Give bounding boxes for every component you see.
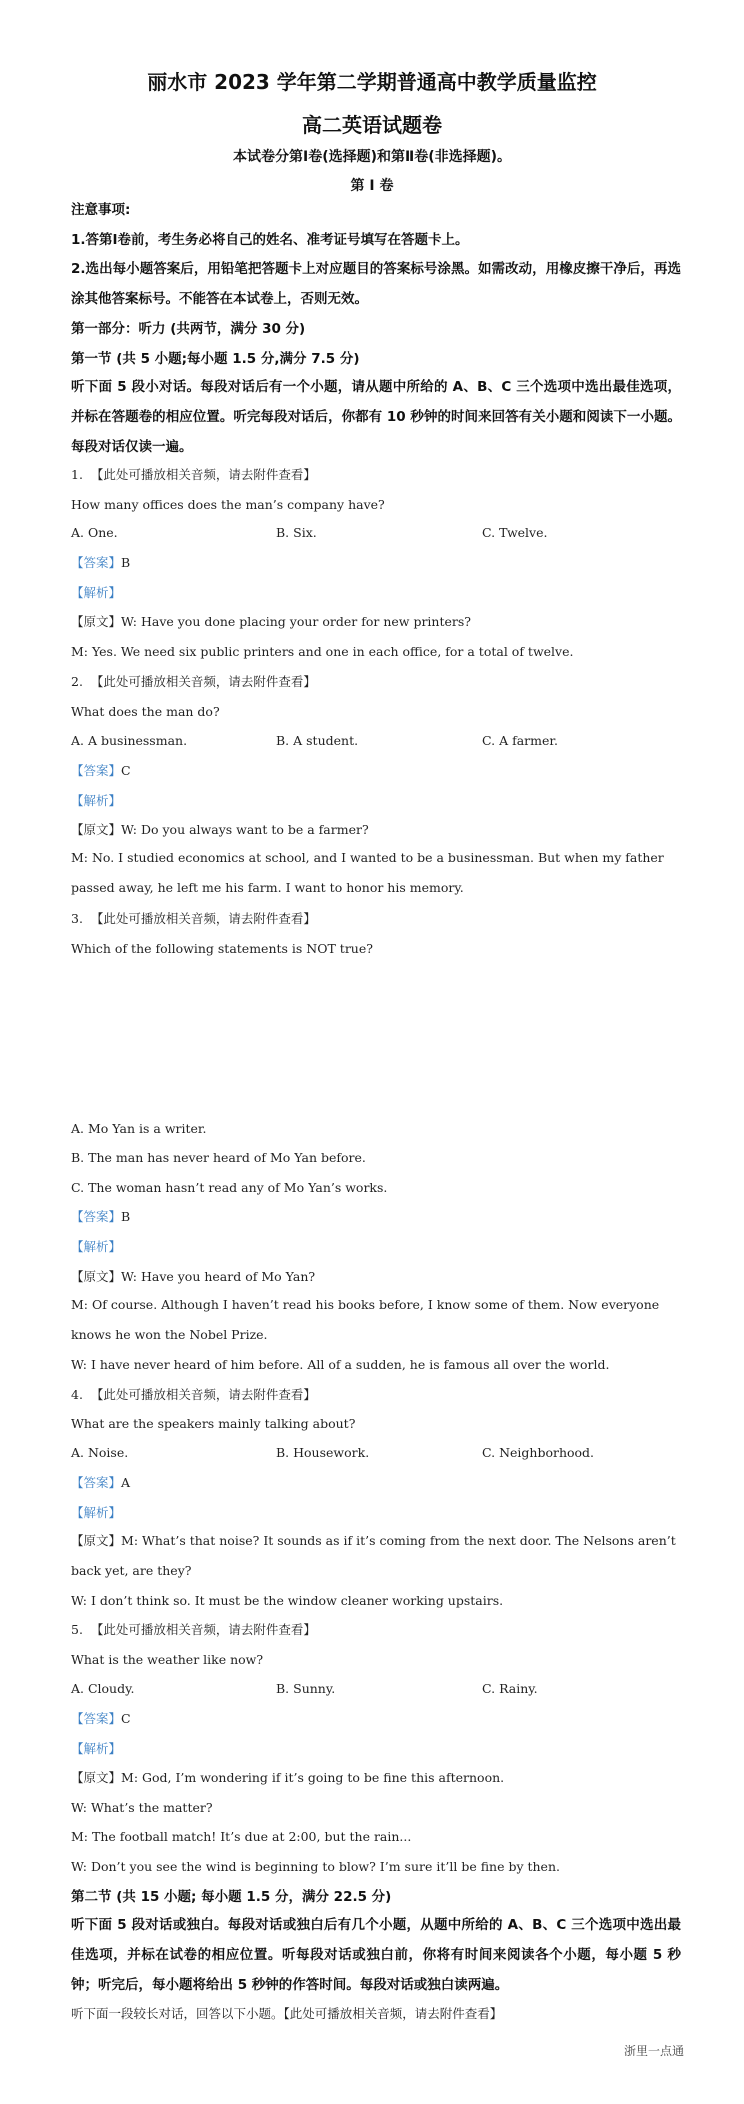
- audio-link[interactable]: 【此处可播放相关音频，请去附件查看】: [90, 911, 316, 926]
- audio-link[interactable]: 【此处可播放相关音频，请去附件查看】: [90, 1387, 316, 1402]
- question-3-option-b: B. The man has never heard of Mo Yan before.: [71, 1150, 366, 1165]
- question-2-option-c: C. A farmer.: [482, 733, 558, 748]
- note-item-1: 1.答第Ⅰ卷前，考生务必将自己的姓名、准考证号填写在答题卡上。: [71, 232, 469, 248]
- question-1-script-2: M: Yes. We need six public printers and one in each office, for a total of twelve.: [71, 644, 574, 659]
- footer-watermark: 浙里一点通: [623, 2044, 684, 2058]
- question-1-analysis: 【解析】: [71, 585, 122, 600]
- question-3-prompt: Which of the following statements is NOT true?: [71, 941, 373, 956]
- question-3-option-a: A. Mo Yan is a writer.: [71, 1121, 207, 1136]
- question-3-script-3: W: I have never heard of him before. All of a sudden, he is famous all over the world.: [71, 1357, 610, 1372]
- question-4-script-1: 【原文】M: What’s that noise? It sounds as if it’s coming from the next door. The Nelsons aren’t back yet, are they?: [71, 1533, 676, 1578]
- audio-link[interactable]: 【此处可播放相关音频，请去附件查看】: [90, 1622, 316, 1637]
- exam-composition: 本试卷分第Ⅰ卷(选择题)和第Ⅱ卷(非选择题)。: [232, 149, 512, 165]
- question-5-answer: 【答案】C: [71, 1711, 131, 1726]
- question-4-header: 4. 【此处可播放相关音频，请去附件查看】: [71, 1387, 316, 1402]
- question-3-header: 3. 【此处可播放相关音频，请去附件查看】: [71, 911, 316, 926]
- answer-label: 【答案】: [71, 555, 122, 570]
- question-5-option-a: A. Cloudy.: [71, 1681, 135, 1696]
- notes-heading: 注意事项:: [71, 202, 131, 218]
- section1-instructions: 听下面 5 段小对话。每段对话后有一个小题，请从题中所给的 A、B、C 三个选项中选出最佳选项，并标在答题卷的相应位置。听完每段对话后，你都有 10 秒钟的时间来回答有关小题和阅读下一小题。每段对话仅读一遍。: [71, 379, 681, 455]
- question-3-analysis: 【解析】: [71, 1239, 122, 1254]
- question-3-script-2: M: Of course. Although I haven’t read his books before, I know some of them. Now everyone knows he won the Nobel Prize.: [71, 1297, 660, 1342]
- question-2-analysis: 【解析】: [71, 793, 122, 808]
- question-5-option-b: B. Sunny.: [276, 1681, 336, 1696]
- question-4-analysis: 【解析】: [71, 1505, 122, 1520]
- part1-heading: 第一部分：听力 (共两节，满分 30 分): [71, 321, 306, 337]
- exam-subtitle: 高二英语试题卷: [302, 113, 442, 137]
- question-4-script-2: W: I don’t think so. It must be the window cleaner working upstairs.: [71, 1593, 504, 1608]
- question-3-answer: 【答案】B: [71, 1209, 131, 1224]
- section2-heading: 第二节 (共 15 小题; 每小题 1.5 分，满分 22.5 分): [71, 1889, 392, 1905]
- question-2-option-b: B. A student.: [276, 733, 359, 748]
- audio-link[interactable]: 【此处可播放相关音频，请去附件查看】: [90, 674, 316, 689]
- question-1-answer: [71, 554, 681, 572]
- question-5-script-3: M: The football match! It’s due at 2:00, but the rain...: [71, 1829, 412, 1844]
- question-number: 2.: [71, 674, 83, 689]
- question-2-script-1: 【原文】W: Do you always want to be a farmer?: [71, 822, 369, 837]
- question-2-answer: 【答案】C: [71, 763, 131, 778]
- question-1-prompt: How many offices does the man’s company have?: [71, 497, 385, 512]
- question-1-header: [71, 466, 681, 484]
- question-2-prompt: What does the man do?: [71, 704, 220, 719]
- question-5-script-2: W: What’s the matter?: [71, 1800, 213, 1815]
- question-5-prompt: What is the weather like now?: [71, 1652, 264, 1667]
- section2-instructions: 听下面 5 段对话或独白。每段对话或独白后有几个小题，从题中所给的 A、B、C 三个选项中选出最佳选项，并标在试卷的相应位置。听每段对话或独白前，你将有时间来阅读各个小题，每小题 5 秒钟；听完后，每小题将给出 5 秒钟的作答时间。每段对话或独白读两遍。: [71, 1917, 681, 1993]
- question-2-script-2: M: No. I studied economics at school, and I wanted to be a businessman. But when my father passed away, he left me his farm. I want to honor his memory.: [71, 850, 664, 895]
- question-4-answer: 【答案】A: [71, 1475, 131, 1490]
- question-5-analysis: 【解析】: [71, 1741, 122, 1756]
- note-item-2: 2.选出每小题答案后，用铅笔把答题卡上对应题目的答案标号涂黑。如需改动，用橡皮擦干净后，再选涂其他答案标号。不能答在本试卷上，否则无效。: [71, 261, 681, 307]
- volume-label: 第 Ⅰ 卷: [350, 178, 394, 194]
- question-4-prompt: What are the speakers mainly talking about?: [71, 1416, 356, 1431]
- question-4-option-b: B. Housework.: [276, 1445, 370, 1460]
- question-4-option-c: C. Neighborhood.: [482, 1445, 595, 1460]
- question-number: 1.: [71, 467, 83, 482]
- answer-value: B: [121, 555, 131, 570]
- question-2-option-a: A. A businessman.: [71, 733, 188, 748]
- exam-title: 丽水市 2023 学年第二学期普通高中教学质量监控: [147, 70, 597, 94]
- section1-heading: 第一节 (共 5 小题;每小题 1.5 分,满分 7.5 分): [71, 351, 360, 367]
- question-5-header: 5. 【此处可播放相关音频，请去附件查看】: [71, 1622, 316, 1637]
- question-4-option-a: A. Noise.: [71, 1445, 129, 1460]
- question-5-script-4: W: Don’t you see the wind is beginning to blow? I’m sure it’ll be fine by then.: [71, 1859, 560, 1874]
- question-1-option-c: C. Twelve.: [482, 525, 548, 540]
- original-label: 【原文】: [71, 614, 122, 629]
- question-5-option-c: C. Rainy.: [482, 1681, 538, 1696]
- question-1-script-1: 【原文】W: Have you done placing your order for new printers?: [71, 614, 471, 629]
- question-1-option-b: B. Six.: [276, 525, 317, 540]
- question-5-script-1: 【原文】M: God, I’m wondering if it’s going to be fine this afternoon.: [71, 1770, 505, 1785]
- question-2-header: [71, 673, 681, 691]
- audio-link[interactable]: 【此处可播放相关音频，请去附件查看】: [90, 467, 316, 482]
- question-3-script-1: 【原文】W: Have you heard of Mo Yan?: [71, 1269, 316, 1284]
- section2-lead[interactable]: 听下面一段较长对话，回答以下小题。【此处可播放相关音频，请去附件查看】: [71, 2006, 503, 2021]
- question-3-option-c: C. The woman hasn’t read any of Mo Yan’s works.: [71, 1180, 388, 1195]
- question-1-option-a: A. One.: [71, 525, 118, 540]
